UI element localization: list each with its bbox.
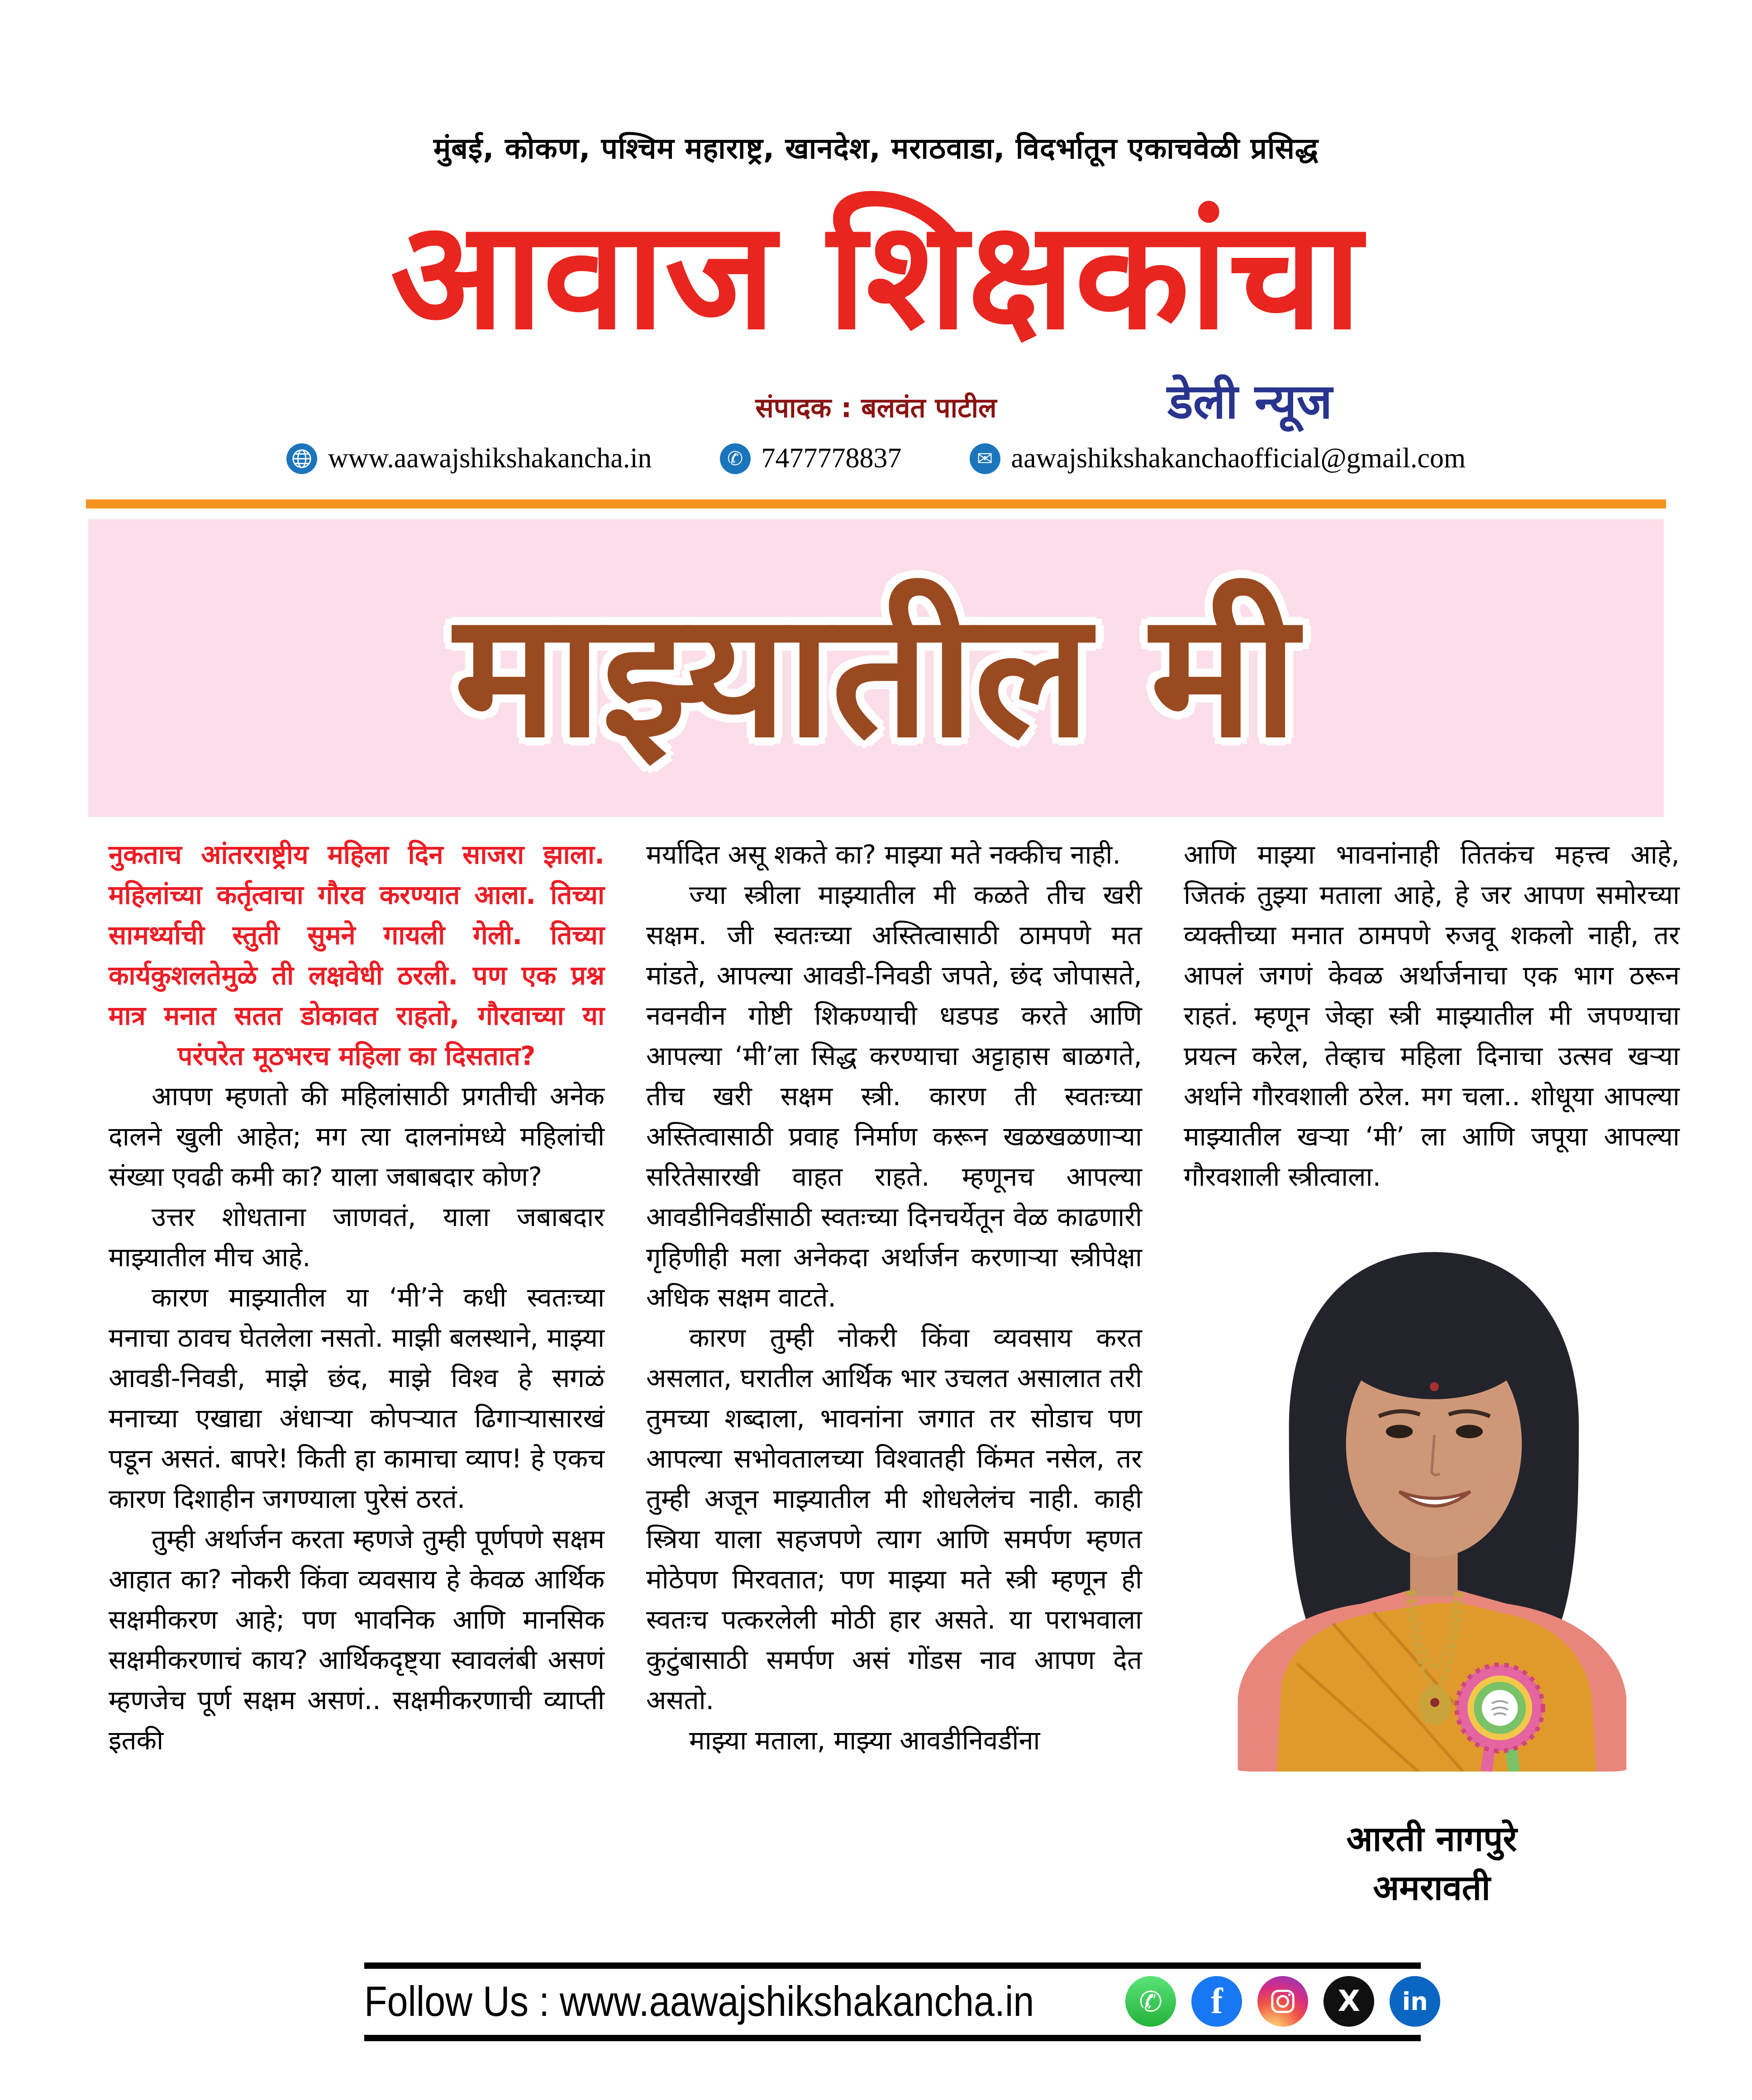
paragraph: आणि माझ्या भावनांनाही तितकंच महत्त्व आहे, जितकं तुझ्या मताला आहे, हे जर आपण समोरच्या व्यक्तीच्या मनात ठामपणे रुजवू शकलो नाही, तर आपलं जगणं केवळ अर्थार्जनाचा एक भाग ठरून राहतं. म्हणून जेव्हा स्त्री माझ्यातील मी जपण्याचा प्रयत्न करेल, तेव्हाच महिला दिनाचा उत्सव खऱ्या अर्थाने गौरवशाली ठरेल. मग चला.. शोधूया आपल्या माझ्यातील खऱ्या ‘मी’ ला आणि जपूया आपल्या गौरवशाली स्त्रीत्वाला. xyxy=(1184,839,1680,1192)
website-item[interactable] xyxy=(286,442,652,475)
article-column-3 xyxy=(1184,835,1680,1912)
footer-top-rule xyxy=(364,1962,1421,1969)
author-photo-illustration xyxy=(1184,1233,1680,1772)
email-icon: ✉ xyxy=(970,443,1000,474)
phone-icon: ✆ xyxy=(720,443,751,474)
paragraph: माझ्या मताला, माझ्या आवडीनिवडींना xyxy=(689,1725,1040,1756)
author-caption xyxy=(1184,1815,1680,1912)
paragraph: ज्या स्त्रीला माझ्यातील मी कळते तीच खरी सक्षम. जी स्वतःच्या अस्तित्वासाठी ठामपणे मत मांडते, आपल्या आवडी-निवडी जपते, छंद जोपासते, नवनवीन गोष्टी शिकण्याची धडपड करते आणि आपल्या ‘मी’ला सिद्ध करण्याचा अट्टाहास बाळगते, तीच खरी सक्षम स्त्री. कारण ती स्वतःच्या अस्तित्वासाठी प्रवाह निर्माण करून खळखळणाऱ्या सरितेसारखी वाहत राहते. म्हणूनच आपल्या आवडीनिवडींसाठी स्वतःच्या दिनचर्येतून वेळ काढणारी गृहिणीही मला अनेकदा अर्थार्जन करणाऱ्या स्त्रीपेक्षा अधिक सक्षम वाटते. xyxy=(646,879,1142,1313)
email-item[interactable] xyxy=(970,442,1466,475)
masthead-title: आवाज शिक्षकांचा xyxy=(390,189,1362,362)
article-title: माझ्यातील मी xyxy=(454,575,1298,775)
linkedin-icon[interactable]: in xyxy=(1390,1976,1440,2027)
author-photo xyxy=(1184,1233,1680,1772)
website-text[interactable]: www.aawajshikshakancha.in xyxy=(328,443,652,474)
paragraph: मर्यादित असू शकते का? माझ्या मते नक्कीच नाही. xyxy=(646,839,1121,870)
headline-banner xyxy=(88,519,1664,817)
whatsapp-icon[interactable]: ✆ xyxy=(1125,1976,1176,2027)
paragraph: उत्तर शोधताना जाणवतं, याला जबाबदार माझ्यातील मीच आहे. xyxy=(109,1202,605,1273)
paragraph: कारण माझ्यातील या ‘मी’ने कधी स्वतःच्या मनाचा ठावच घेतलेला नसतो. माझी बलस्थाने, माझ्या आवडी-निवडी, माझे छंद, माझे विश्व हे सगळं मनाच्या एखाद्या अंधाऱ्या कोपऱ्यात ढिगाऱ्यासारखं पडून असतं. बापरे! किती हा कामाचा व्याप! हे एकच कारण दिशाहीन जगण्याला पुरेसं ठरतं. xyxy=(109,1282,605,1514)
globe-icon xyxy=(286,443,317,474)
author-name: आरती नागपुरे xyxy=(1346,1819,1517,1859)
footer-bottom-rule xyxy=(364,2035,1421,2041)
article-body xyxy=(109,835,1680,1912)
phone-text[interactable]: 7477778837 xyxy=(761,443,902,474)
article-column-1 xyxy=(109,835,605,1912)
paragraph: आपण म्हणतो की महिलांसाठी प्रगतीची अनेक दालने खुली आहेत; मग त्या दालनांमध्ये महिलांची संख्या एवढी कमी का? याला जबाबदार कोण? xyxy=(109,1081,605,1192)
follow-us-link[interactable]: Follow Us : www.aawajshikshakancha.in xyxy=(364,1977,1034,2025)
instagram-icon[interactable] xyxy=(1257,1976,1308,2027)
social-icons xyxy=(1125,1976,1440,2027)
author-city: अमरावती xyxy=(1373,1867,1490,1908)
editor-line: संपादक : बलवंत पाटील xyxy=(755,392,997,424)
paragraph: तुम्ही अर्थार्जन करता म्हणजे तुम्ही पूर्णपणे सक्षम आहात का? नोकरी किंवा व्यवसाय हे केवळ आर्थिक सक्षमीकरण आहे; पण भावनिक आणि मानसिक सक्षमीकरणाचं काय? आर्थिकदृष्ट्या स्वावलंबी असणं म्हणजेच पूर्ण सक्षम असणं.. सक्षमीकरणाची व्याप्ती इतकी xyxy=(109,1524,605,1756)
article-column-2 xyxy=(646,835,1142,1912)
tagline: मुंबई, कोकण, पश्चिम महाराष्ट्र, खानदेश, मराठवाडा, विदर्भातून एकाचवेळी प्रसिद्ध xyxy=(433,132,1319,166)
intro-paragraph: नुकताच आंतरराष्ट्रीय महिला दिन साजरा झाला. महिलांच्या कर्तृत्वाचा गौरव करण्यात आला. तिच्या सामर्थ्याची स्तुती सुमने गायली गेली. तिच्या कार्यकुशलतेमुळे ती लक्षवेधी ठरली. पण एक प्रश्न मात्र मनात सतत डोकावत राहतो, गौरवाच्या या परंपरेत मूठभरच महिला का दिसतात? xyxy=(109,839,605,1071)
footer-follow-bar xyxy=(364,1972,1428,2030)
edition-label: डेली न्यूज xyxy=(1167,374,1333,429)
contact-row xyxy=(0,442,1752,475)
facebook-icon[interactable]: f xyxy=(1191,1976,1242,2027)
paragraph: कारण तुम्ही नोकरी किंवा व्यवसाय करत असलात, घरातील आर्थिक भार उचलत असालात तरी तुमच्या शब्दाला, भावनांना जगात तर सोडाच पण आपल्या सभोवतालच्या विश्वातही किंमत नसेल, तर तुम्ही अजून माझ्यातील मी शोधलेलंच नाही. काही स्त्रिया याला सहजपणे त्याग आणि समर्पण म्हणत मोठेपण मिरवतात; पण माझ्या मते स्त्री म्हणून ही स्वतःच पत्करलेली मोठी हार असते. या पराभवाला कुटुंबासाठी समर्पण असं गोंडस नाव आपण देत असतो. xyxy=(646,1322,1142,1715)
phone-item[interactable] xyxy=(720,442,902,475)
email-text[interactable]: aawajshikshakanchaofficial@gmail.com xyxy=(1011,443,1466,474)
x-icon[interactable]: X xyxy=(1324,1976,1374,2027)
orange-divider xyxy=(86,499,1666,508)
